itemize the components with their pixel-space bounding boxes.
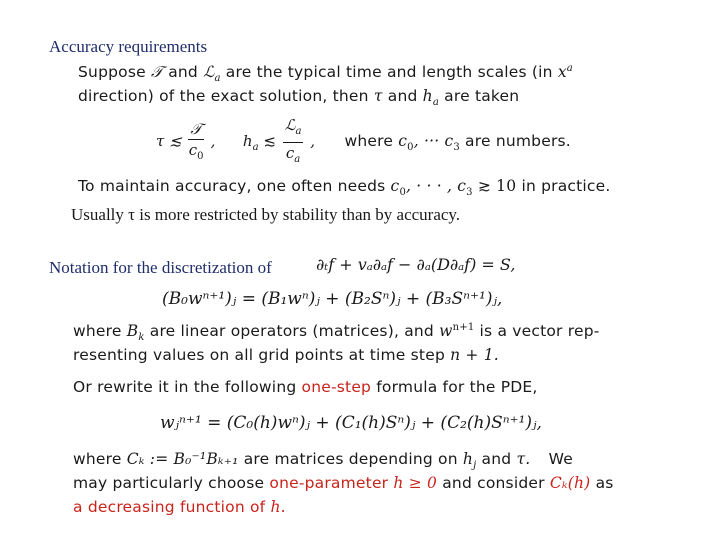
time-scale-symbol: 𝒯 — [150, 63, 164, 82]
where-operators-line: where $B_k$ are linear operators (matrices), and $w^{n+1}$ is a vector rep- — [73, 322, 600, 344]
time-fraction: $\frac{\text{𝒯}}{c_0}$ — [188, 119, 204, 162]
xa-symbol: $x^a$ — [557, 63, 573, 82]
one-step-highlight: one-step — [301, 378, 372, 396]
definition-line: where Cₖ := B₀⁻¹Bₖ₊₁ are matrices depending on $h_j$ and τ. We — [73, 450, 573, 472]
maintain-line — [78, 177, 611, 198]
ha-symbol: $h_a$ — [422, 87, 440, 109]
notation-heading: Notation for the discretization of — [49, 258, 272, 277]
may-choose-line: may particularly choose one-parameter h ≥ 0 and consider Cₖ(h) as — [73, 474, 614, 492]
scheme-equation: (B₀wⁿ⁺¹)ⱼ = (B₁wⁿ)ⱼ + (B₂Sⁿ)ⱼ + (B₃Sⁿ⁺¹)ⱼ, — [162, 289, 503, 309]
suppose-mid: are the typical time and length scales (in — [225, 63, 553, 82]
maintain-prefix: To maintain accuracy, one often needs — [78, 177, 386, 195]
direction-prefix: direction) of the exact solution, then — [78, 87, 369, 105]
accuracy-heading: Accuracy requirements — [49, 37, 208, 56]
suppose-line — [78, 63, 573, 84]
tau-lesssim: τ ≲ — [156, 131, 182, 150]
suppose-prefix: Suppose — [78, 63, 146, 82]
direction-line — [78, 87, 519, 108]
and-word: and — [168, 63, 198, 82]
comma-1: , — [210, 131, 216, 150]
ha-lesssim: $h_a$ ≲ — [242, 131, 276, 153]
and-word-2: and — [387, 87, 418, 105]
where-numbers: where $c_0$, ··· $c_3$ are numbers. — [344, 131, 571, 154]
length-scale-symbol: ℒ$_a$ — [203, 63, 221, 85]
usually-line: Usually τ is more restricted by stability than by accuracy. — [71, 205, 461, 224]
maintain-math: $c_0$, · · · , $c_3$ ≳ 10 — [390, 177, 517, 199]
pde-equation: ∂ₜf + vₐ∂ₐf − ∂ₐ(D∂ₐf) = S, — [316, 255, 516, 274]
representing-line: resenting values on all grid points at time step n + 1. — [73, 346, 499, 364]
one-step-equation: wⱼⁿ⁺¹ = (C₀(h)wⁿ)ⱼ + (C₁(h)Sⁿ)ⱼ + (C₂(h)Sⁿ⁺¹)ⱼ, — [160, 413, 542, 433]
tau-symbol: τ — [373, 87, 383, 105]
decreasing-line: a decreasing function of h. — [73, 498, 286, 516]
inequality-row — [156, 115, 571, 170]
direction-suffix: are taken — [444, 87, 520, 105]
rewrite-line: Or rewrite it in the following one-step formula for the PDE, — [73, 378, 538, 396]
length-fraction: $\frac{ℒ_a}{c_a}$ — [284, 116, 302, 165]
comma-2: , — [310, 131, 315, 150]
maintain-suffix: in practice. — [521, 177, 611, 195]
